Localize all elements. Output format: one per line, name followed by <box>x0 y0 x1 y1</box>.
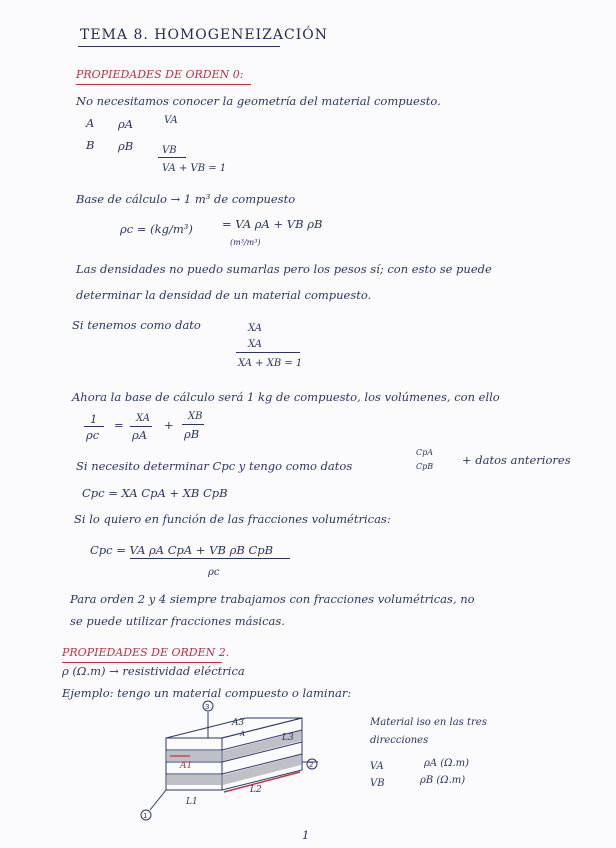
inv-b-num: XB <box>188 411 203 422</box>
section-heading-order0: PROPIEDADES DE ORDEN 0: <box>76 68 244 81</box>
rho-c-units: (m³/m³) <box>230 238 261 247</box>
label-rho-b: ρB <box>118 139 134 153</box>
text-line: Si lo quiero en función de las fracciones volumétricas: <box>74 512 391 526</box>
axis-2-label: 2 <box>309 761 314 769</box>
eq-sign: = <box>114 418 124 432</box>
inv-b-den: ρB <box>184 427 200 441</box>
text-line: se puede utilizar fracciones másicas. <box>70 614 285 628</box>
page-number: 1 <box>302 828 310 842</box>
area-a1-label: A1 <box>180 761 193 771</box>
area-a2-label: A <box>240 730 246 738</box>
label-rho-a: ρA <box>118 117 134 131</box>
inv-a-num: XA <box>136 413 150 424</box>
xa2-label: XA <box>248 339 262 350</box>
text-line: Las densidades no puedo sumarlas pero los pesos sí; con esto se puede <box>76 262 492 276</box>
text-line: Si necesito determinar Cpc y tengo como datos <box>76 459 353 473</box>
va2-label: VA <box>370 761 384 772</box>
text-line: Para orden 2 y 4 siempre trabajamos con fracciones volumétricas, no <box>70 592 475 606</box>
axis-1-label: 1 <box>143 812 148 820</box>
length-l3-label: L3 <box>282 733 294 743</box>
text-line: Base de cálculo → 1 m³ de compuesto <box>76 192 296 206</box>
text-line: ρ (Ω.m) → resistividad eléctrica <box>62 664 245 678</box>
frac-num: VB <box>162 145 177 156</box>
stripe-shade <box>167 775 221 785</box>
text-line: Ahora la base de cálculo será 1 kg de compuesto, los volúmenes, con ello <box>72 390 500 404</box>
ra-label: ρA (Ω.m) <box>424 758 470 769</box>
inv-den: ρc <box>86 428 100 442</box>
cp-more: + datos anteriores <box>462 453 571 467</box>
vb2-label: VB <box>370 778 385 789</box>
area-a3-label: A3 <box>232 718 245 728</box>
inv-a-den: ρA <box>132 428 148 442</box>
text-line: Ejemplo: tengo un material compuesto o laminar: <box>62 686 352 700</box>
label-b: B <box>86 138 95 152</box>
plus-sign: + <box>164 418 174 432</box>
xsum: XA + XB = 1 <box>238 358 303 369</box>
rho-c-lhs: ρc = (kg/m³) <box>120 222 193 236</box>
text-line: Si tenemos como dato <box>72 318 201 332</box>
text-line: determinar la densidad de un material compuesto. <box>76 288 372 302</box>
xa-label: XA <box>248 323 262 334</box>
label-v-a: VA <box>164 115 178 126</box>
axis-1-line <box>150 790 166 810</box>
cp-eq2: Cpc = VA ρA CpA + VB ρB CpB <box>90 543 274 557</box>
rho-c-rhs: = VA ρA + VB ρB <box>222 217 323 231</box>
axis-3-label: 3 <box>205 703 210 711</box>
length-l1-label: L1 <box>186 797 198 807</box>
text-line: direcciones <box>370 735 429 746</box>
cp-eq: Cpc = XA CpA + XB CpB <box>82 486 228 500</box>
cp-eq2-den: ρc <box>208 567 220 578</box>
length-l2-label: L2 <box>250 785 262 795</box>
frac-den: VA + VB = 1 <box>162 163 227 174</box>
label-a: A <box>86 116 95 130</box>
rb-label: ρB (Ω.m) <box>420 775 466 786</box>
cp-pa: CpA <box>416 448 434 457</box>
page-title: TEMA 8. HOMOGENEIZACIÓN <box>80 27 328 43</box>
text-line: No necesitamos conocer la geometría del material compuesto. <box>76 94 441 108</box>
inv-num: 1 <box>90 412 98 426</box>
section-heading-order2: PROPIEDADES DE ORDEN 2. <box>62 646 230 659</box>
cp-pb: CpB <box>416 462 434 471</box>
text-line: Material iso en las tres <box>370 717 487 728</box>
